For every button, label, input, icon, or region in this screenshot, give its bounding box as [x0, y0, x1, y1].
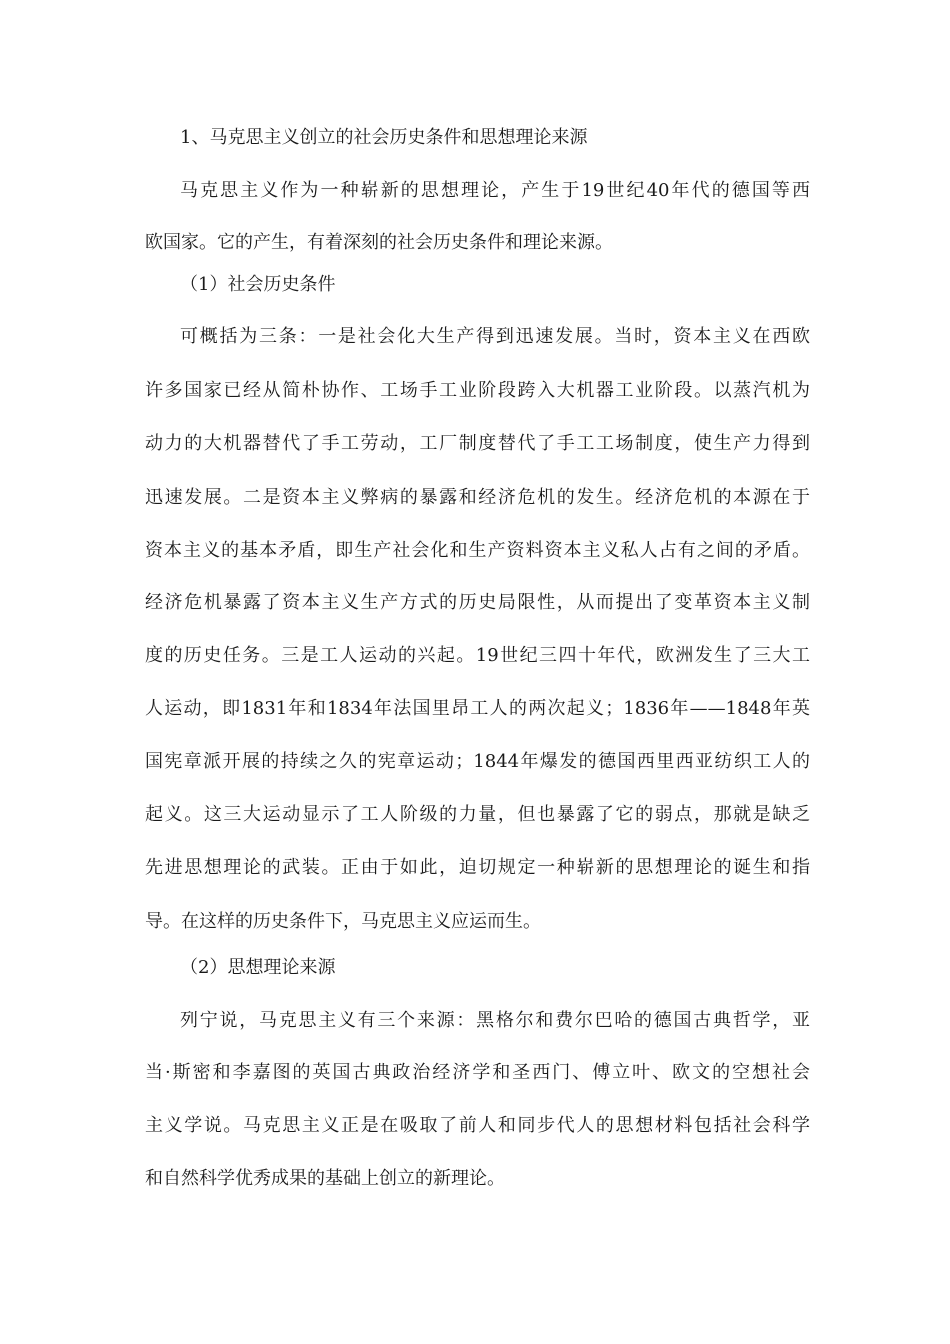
- section1-line-4: 迅速发展。二是资本主义弊病的暴露和经济危机的发生。经济危机的本源在于: [145, 487, 810, 508]
- intro-line-1: 马克思主义作为一种崭新的思想理论，产生于19世纪40年代的德国等西: [180, 180, 810, 201]
- section1-line-6: 经济危机暴露了资本主义生产方式的历史局限性，从而提出了变革资本主义制: [145, 592, 810, 613]
- section1-line-9: 国宪章派开展的持续之久的宪章运动；1844年爆发的德国西里西亚纺织工人的: [145, 751, 810, 772]
- intro-line-2: 欧国家。它的产生，有着深刻的社会历史条件和理论来源。: [145, 232, 613, 253]
- section1-line-3: 动力的大机器替代了手工劳动，工厂制度替代了手工工场制度，使生产力得到: [145, 433, 810, 454]
- section1-line-7: 度的历史任务。三是工人运动的兴起。19世纪三四十年代，欧洲发生了三大工: [145, 645, 810, 666]
- section1-line-1: 可概括为三条：一是社会化大生产得到迅速发展。当时，资本主义在西欧: [180, 326, 810, 347]
- section1-line-2: 许多国家已经从简朴协作、工场手工业阶段跨入大机器工业阶段。以蒸汽机为: [145, 380, 810, 401]
- section2-line-2: 当·斯密和李嘉图的英国古典政治经济学和圣西门、傅立叶、欧文的空想社会: [145, 1062, 810, 1083]
- section1-line-10: 起义。这三大运动显示了工人阶级的力量，但也暴露了它的弱点，那就是缺乏: [145, 804, 810, 825]
- section2-line-3: 主义学说。马克思主义正是在吸取了前人和同步代人的思想材料包括社会科学: [145, 1115, 810, 1136]
- section2-line-1: 列宁说，马克思主义有三个来源：黑格尔和费尔巴哈的德国古典哲学，亚: [180, 1010, 810, 1031]
- section2-title: （2）思想理论来源: [180, 957, 336, 978]
- section2-line-4: 和自然科学优秀成果的基础上创立的新理论。: [145, 1168, 505, 1189]
- section1-line-12: 导。在这样的历史条件下，马克思主义应运而生。: [145, 911, 541, 932]
- section1-line-5: 资本主义的基本矛盾，即生产社会化和生产资料资本主义私人占有之间的矛盾。: [145, 540, 810, 561]
- section1-line-11: 先进思想理论的武装。正由于如此，迫切规定一种崭新的思想理论的诞生和指: [145, 857, 810, 878]
- section-heading: 1、马克思主义创立的社会历史条件和思想理论来源: [180, 127, 588, 148]
- section1-line-8: 人运动，即1831年和1834年法国里昂工人的两次起义；1836年——1848年英: [145, 698, 810, 719]
- section1-title: （1）社会历史条件: [180, 274, 336, 295]
